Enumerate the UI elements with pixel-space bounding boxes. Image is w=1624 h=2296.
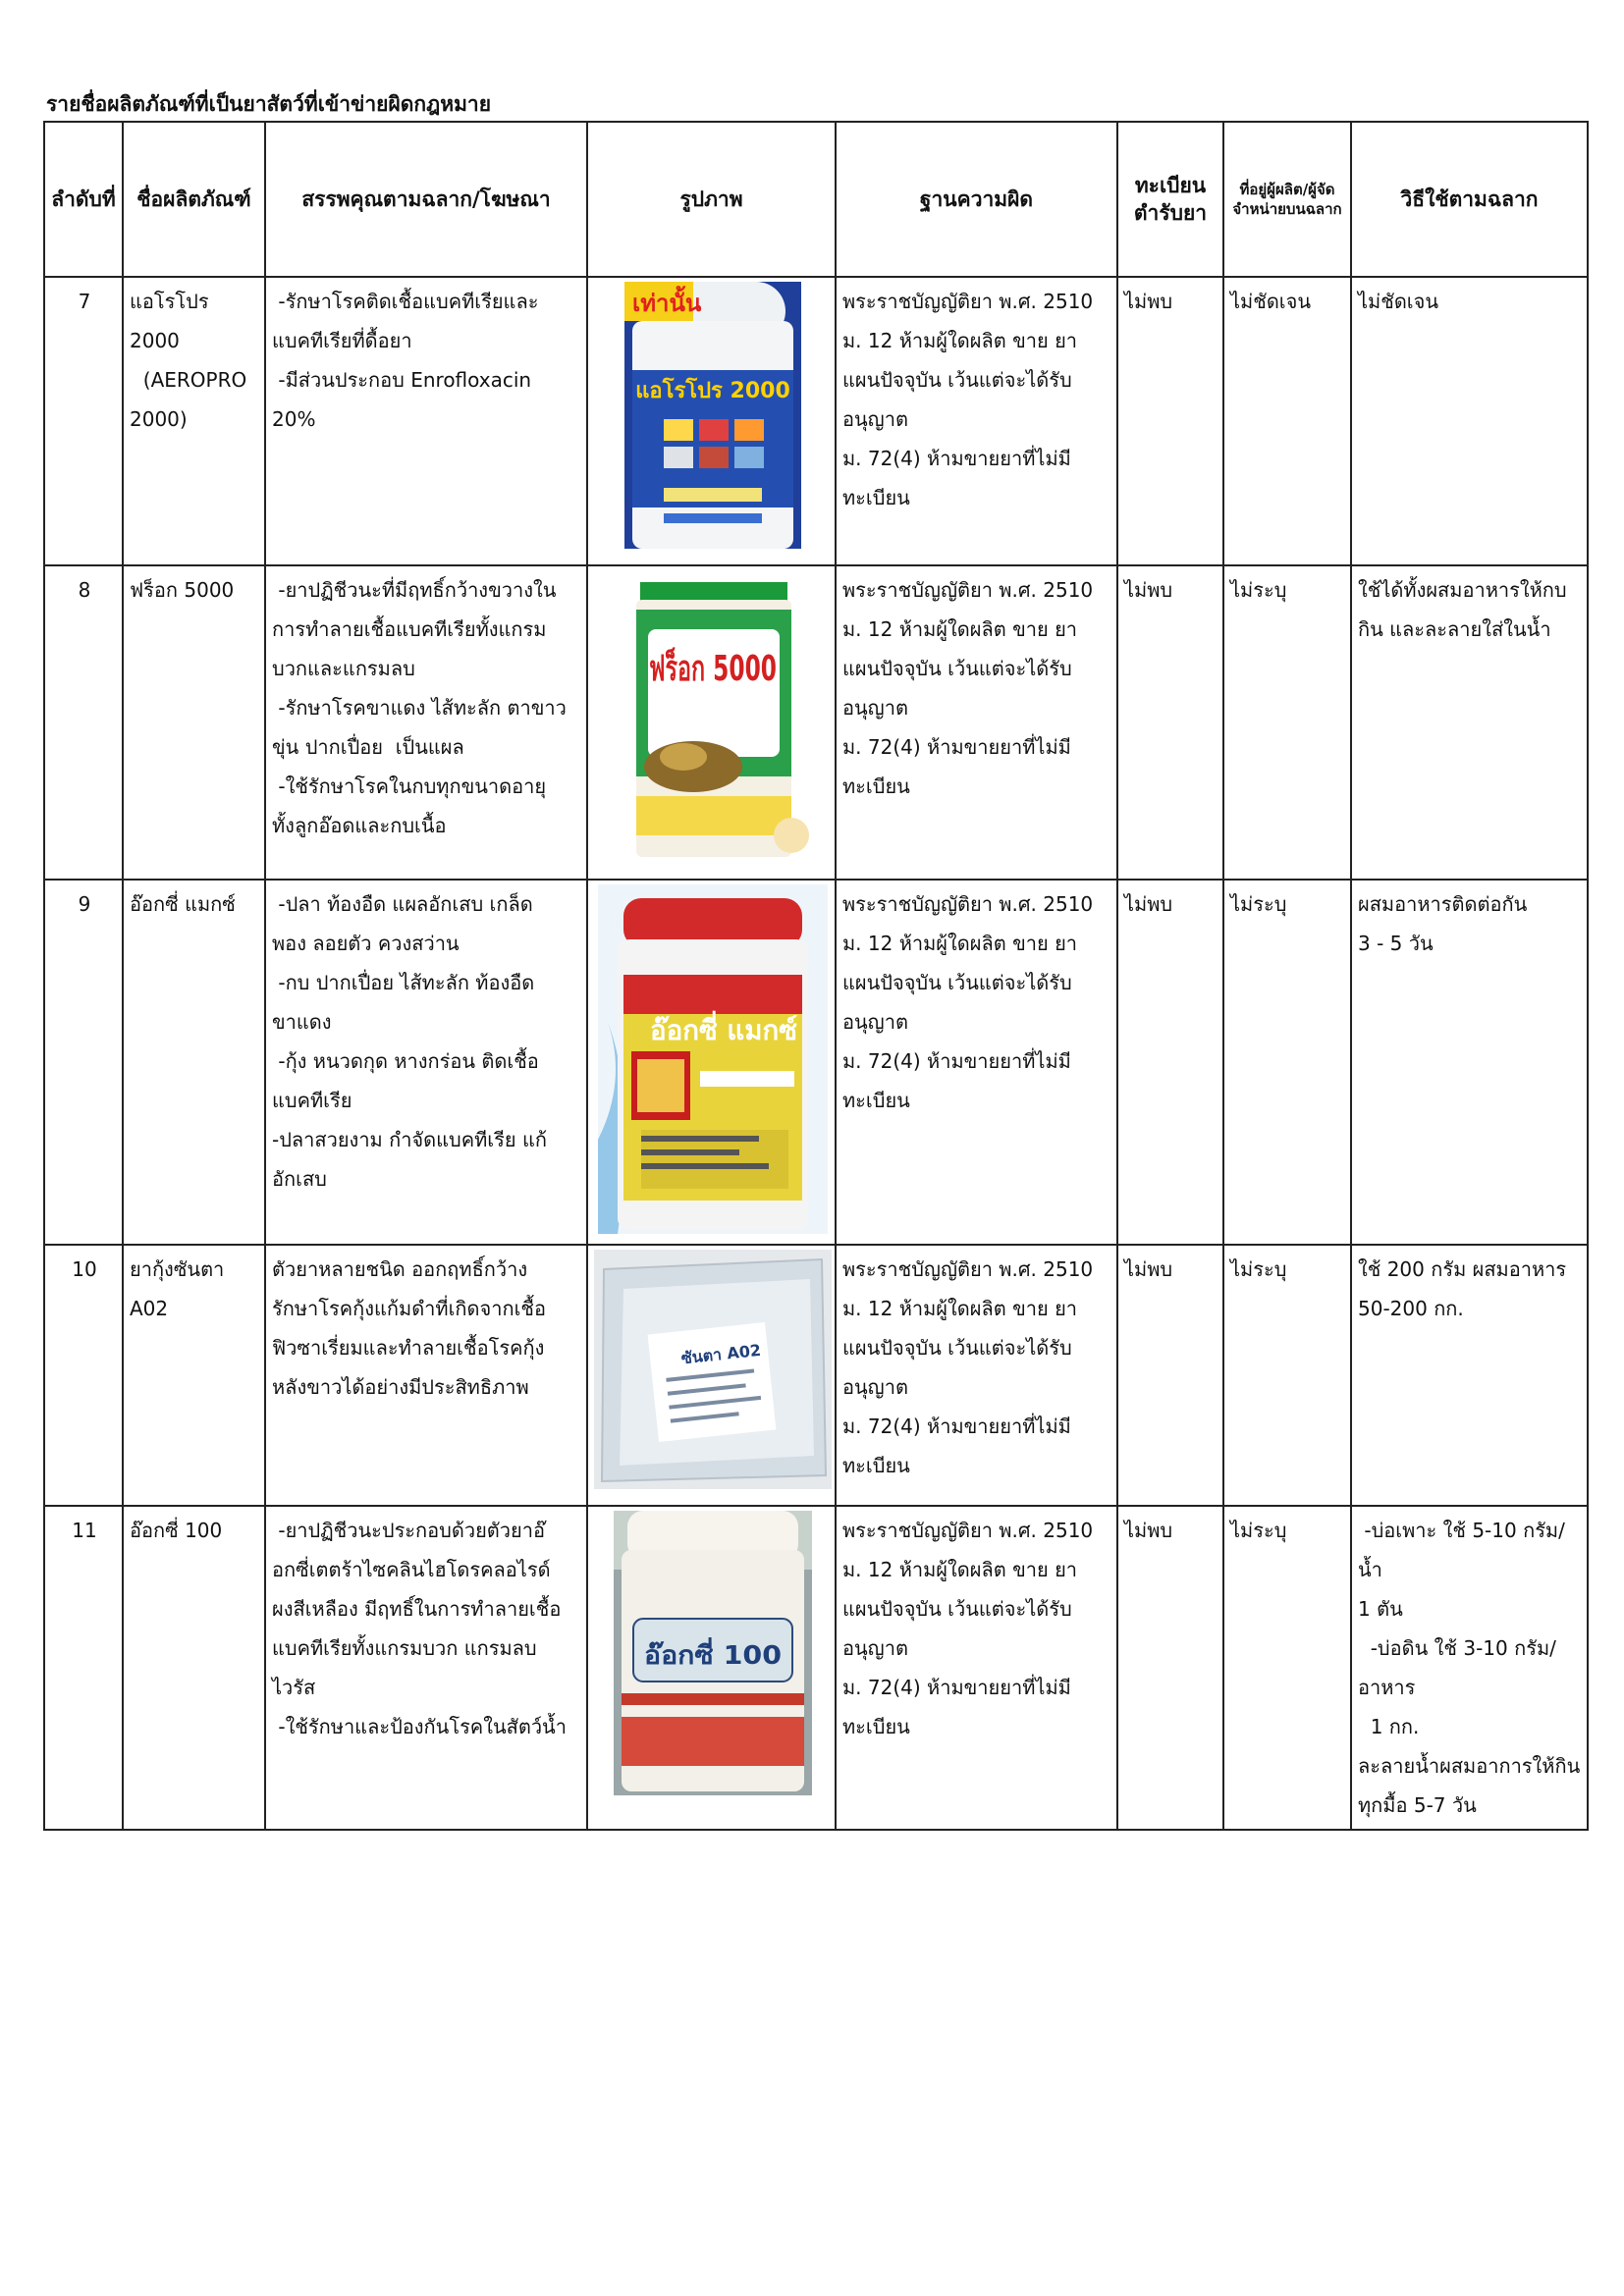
offense-line: อนุญาต	[842, 1636, 908, 1660]
header-claims: สรรพคุณตามฉลาก/โฆษณา	[265, 122, 587, 277]
table-header-row	[44, 122, 1588, 277]
manufacturer-address: ไม่ระบุ	[1223, 565, 1351, 880]
table-row	[44, 1506, 1588, 1830]
table-row	[44, 565, 1588, 880]
product-name-line: ยากุ้งซันตา	[130, 1257, 225, 1281]
claim-line: -มีส่วนประกอบ Enrofloxacin	[272, 368, 532, 392]
product-image-oxy-max	[598, 884, 828, 1234]
offense-line: ม. 72(4) ห้ามขายยาที่ไม่มี	[842, 735, 1071, 759]
manufacturer-address: ไม่ชัดเจน	[1223, 277, 1351, 565]
claim-line: ขุ่น ปากเปื่อย เป็นแผล	[272, 735, 464, 759]
usage-line: ไม่ชัดเจน	[1358, 290, 1439, 313]
usage	[1351, 880, 1588, 1245]
header-offense: ฐานความผิด	[836, 122, 1117, 277]
claim-line: แบคทีเรีย	[272, 1089, 352, 1112]
product-name	[123, 880, 265, 1245]
offense-line: อนุญาต	[842, 1375, 908, 1399]
offense	[836, 1245, 1117, 1506]
offense-line: พระราชบัญญัติยา พ.ศ. 2510	[842, 1519, 1094, 1542]
offense-line: พระราชบัญญัติยา พ.ศ. 2510	[842, 1257, 1094, 1281]
claims	[265, 277, 587, 565]
claim-line: ไวรัส	[272, 1676, 316, 1699]
product-image-oxy-100	[614, 1511, 812, 1795]
offense-line: อนุญาต	[842, 407, 908, 431]
offense-line: ม. 12 ห้ามผู้ใดผลิต ขาย ยา	[842, 1558, 1078, 1581]
claim-line: ฟิวซาเรี่ยมและทำลายเชื้อโรคกุ้ง	[272, 1336, 545, 1360]
claim-line: หลังขาวได้อย่างมีประสิทธิภาพ	[272, 1375, 529, 1399]
offense-line: ทะเบียน	[842, 1715, 910, 1738]
header-usage: วิธีใช้ตามฉลาก	[1351, 122, 1588, 277]
claim-line: ผงสีเหลือง มีฤทธิ์ในการทำลายเชื้อ	[272, 1597, 562, 1621]
table-row	[44, 880, 1588, 1245]
claim-line: -ยาปฏิชีวนะที่มีฤทธิ์กว้างขวางใน	[272, 578, 557, 602]
offense-line: อนุญาต	[842, 696, 908, 720]
product-image-cell	[587, 277, 836, 565]
product-name-line: แอโรโปร 2000	[130, 290, 215, 352]
product-name-line: A02	[130, 1297, 169, 1320]
table-row	[44, 277, 1588, 565]
product-image-cell	[587, 565, 846, 880]
header-name: ชื่อผลิตภัณฑ์	[123, 122, 265, 277]
offense-line: ม. 72(4) ห้ามขายยาที่ไม่มี	[842, 1676, 1071, 1699]
registration: ไม่พบ	[1117, 1245, 1223, 1506]
usage-line: 1 กก.	[1358, 1715, 1420, 1738]
usage-line: ทุกมื้อ 5-7 วัน	[1358, 1793, 1477, 1817]
usage-line: ผสมอาหารติดต่อกัน	[1358, 892, 1528, 916]
image-label: อ๊อกซี่ แมกซ์	[649, 1014, 799, 1046]
usage-line: ใช้ 200 กรัม ผสมอาหาร	[1358, 1257, 1567, 1281]
manufacturer-address: ไม่ระบุ	[1223, 1506, 1351, 1830]
manufacturer-address: ไม่ระบุ	[1223, 1245, 1351, 1506]
registration: ไม่พบ	[1117, 1506, 1223, 1830]
header-no: ลำดับที่	[44, 122, 123, 277]
claim-line: -ใช้รักษาและป้องกันโรคในสัตว์น้ำ	[272, 1715, 567, 1738]
claim-line: แบคทีเรียที่ดื้อยา	[272, 329, 412, 352]
row-no: 7	[44, 277, 123, 565]
claims	[265, 1506, 587, 1830]
claims	[265, 1245, 587, 1506]
offense-line: ทะเบียน	[842, 1089, 910, 1112]
product-image-aeropro	[624, 282, 801, 549]
usage	[1351, 277, 1588, 565]
offense-line: ม. 72(4) ห้ามขายยาที่ไม่มี	[842, 447, 1071, 470]
offense-line: ทะเบียน	[842, 774, 910, 798]
offense-line: ทะเบียน	[842, 486, 910, 509]
claims	[265, 880, 587, 1245]
claim-line: -ปลา ท้องอืด แผลอักเสบ เกล็ด	[272, 892, 533, 916]
usage-line: ละลายน้ำผสมอาการให้กิน	[1358, 1754, 1581, 1778]
row-no: 8	[44, 565, 123, 880]
usage-line: 1 ตัน	[1358, 1597, 1403, 1621]
offense-line: อนุญาต	[842, 1010, 908, 1034]
product-name	[123, 1245, 265, 1506]
offense	[836, 565, 1117, 880]
header-registration: ทะเบียนตำรับยา	[1117, 122, 1223, 277]
product-image-santa-a02	[594, 1250, 832, 1489]
offense-line: แผนปัจจุบัน เว้นแต่จะได้รับ	[842, 1597, 1072, 1621]
product-name-line: อ๊อกซี่ 100	[130, 1519, 223, 1542]
claim-line: -กบ ปากเปื่อย ไส้ทะลัก ท้องอืด	[272, 971, 535, 994]
offense	[836, 277, 1117, 565]
offense	[836, 880, 1117, 1245]
claim-line: -ใช้รักษาโรคในกบทุกขนาดอายุ	[272, 774, 547, 798]
product-name-line: (AEROPRO	[142, 368, 247, 392]
row-no: 10	[44, 1245, 123, 1506]
claim-line: อักเสบ	[272, 1167, 327, 1191]
offense-line: พระราชบัญญัติยา พ.ศ. 2510	[842, 290, 1094, 313]
product-name-line: 2000)	[130, 407, 188, 431]
product-name	[123, 565, 265, 880]
offense-line: ทะเบียน	[842, 1454, 910, 1477]
header-image: รูปภาพ	[587, 122, 836, 277]
claim-line: -รักษาโรคติดเชื้อแบคทีเรียและ	[272, 290, 539, 313]
product-name-line: อ๊อกซี่ แมกซ์	[130, 892, 236, 916]
product-name	[123, 277, 265, 565]
offense-line: แผนปัจจุบัน เว้นแต่จะได้รับ	[842, 1336, 1072, 1360]
claims	[265, 565, 587, 880]
row-no: 11	[44, 1506, 123, 1830]
usage-line: กิน และละลายใส่ในน้ำ	[1358, 617, 1551, 641]
offense-line: ม. 12 ห้ามผู้ใดผลิต ขาย ยา	[842, 329, 1078, 352]
usage	[1351, 1245, 1588, 1506]
product-name	[123, 1506, 265, 1830]
usage-line: ใช้ได้ทั้งผสมอาหารให้กบ	[1358, 578, 1567, 602]
claim-line: ตัวยาหลายชนิด ออกฤทธิ์กว้าง	[272, 1257, 528, 1281]
claim-line: พอง ลอยตัว ควงสว่าน	[272, 932, 460, 955]
usage-line: -บ่อดิน ใช้ 3-10 กรัม/อาหาร	[1358, 1636, 1556, 1699]
claim-line: ทั้งลูกอ๊อดและกบเนื้อ	[272, 814, 447, 837]
image-label: อ๊อกซี่ 100	[643, 1641, 770, 1671]
claim-line: บวกและแกรมลบ	[272, 657, 415, 680]
usage	[1351, 565, 1588, 880]
offense-line: ม. 72(4) ห้ามขายยาที่ไม่มี	[842, 1049, 1071, 1073]
claim-line: -รักษาโรคขาแดง ไส้ทะลัก ตาขาว	[272, 696, 567, 720]
offense-line: แผนปัจจุบัน เว้นแต่จะได้รับ	[842, 971, 1072, 994]
manufacturer-address: ไม่ระบุ	[1223, 880, 1351, 1245]
image-label: ฟร็อก 5000	[648, 649, 846, 689]
page-title: รายชื่อผลิตภัณฑ์ที่เป็นยาสัตว์ที่เข้าข่ายผิดกฎหมาย	[46, 92, 492, 116]
claim-line: การทำลายเชื้อแบคทีเรียทั้งแกรม	[272, 617, 547, 641]
image-label: แอโรโปร 2000	[634, 379, 790, 403]
offense-line: ม. 12 ห้ามผู้ใดผลิต ขาย ยา	[842, 1297, 1078, 1320]
illegal-products-table	[43, 121, 1589, 1831]
claim-line: รักษาโรคกุ้งแก้มดำที่เกิดจากเชื้อ	[272, 1297, 547, 1320]
image-top-text: เท่านั้น	[631, 290, 701, 317]
row-no: 9	[44, 880, 123, 1245]
claim-line: 20%	[272, 407, 316, 431]
product-image-cell	[587, 880, 836, 1245]
offense-line: แผนปัจจุบัน เว้นแต่จะได้รับ	[842, 368, 1072, 392]
offense-line: แผนปัจจุบัน เว้นแต่จะได้รับ	[842, 657, 1072, 680]
offense	[836, 1506, 1117, 1830]
usage-line: 3 - 5 วัน	[1358, 932, 1434, 955]
offense-line: พระราชบัญญัติยา พ.ศ. 2510	[842, 892, 1094, 916]
product-image-cell	[587, 1245, 836, 1506]
registration: ไม่พบ	[1117, 880, 1223, 1245]
registration: ไม่พบ	[1117, 277, 1223, 565]
offense-line: ม. 12 ห้ามผู้ใดผลิต ขาย ยา	[842, 617, 1078, 641]
offense-line: ม. 72(4) ห้ามขายยาที่ไม่มี	[842, 1415, 1071, 1438]
image-label: ซันตา A02	[679, 1340, 762, 1368]
table-row	[44, 1245, 1588, 1506]
offense-line: ม. 12 ห้ามผู้ใดผลิต ขาย ยา	[842, 932, 1078, 955]
claim-line: -ยาปฏิชีวนะประกอบด้วยตัวยาอ๊	[272, 1519, 545, 1542]
usage-line: -บ่อเพาะ ใช้ 5-10 กรัม/น้ำ	[1358, 1519, 1565, 1581]
product-name-line: ฟร็อก 5000	[130, 578, 235, 602]
product-image-cell	[587, 1506, 836, 1830]
registration: ไม่พบ	[1117, 565, 1223, 880]
claim-line: อกซี่เตตร้าไซคลินไฮโดรคลอไรด์	[272, 1558, 551, 1581]
claim-line: -ปลาสวยงาม กำจัดแบคทีเรีย แก้	[272, 1128, 547, 1151]
product-image-frog	[615, 570, 846, 861]
claim-line: แบคทีเรียทั้งแกรมบวก แกรมลบ	[272, 1636, 537, 1660]
usage	[1351, 1506, 1588, 1830]
claim-line: ขาแดง	[272, 1010, 332, 1034]
usage-line: 50-200 กก.	[1358, 1297, 1464, 1320]
offense-line: พระราชบัญญัติยา พ.ศ. 2510	[842, 578, 1094, 602]
claim-line: -กุ้ง หนวดกุด หางกร่อน ติดเชื้อ	[272, 1049, 539, 1073]
header-address: ที่อยู่ผู้ผลิต/ผู้จัดจำหน่ายบนฉลาก	[1223, 122, 1351, 277]
